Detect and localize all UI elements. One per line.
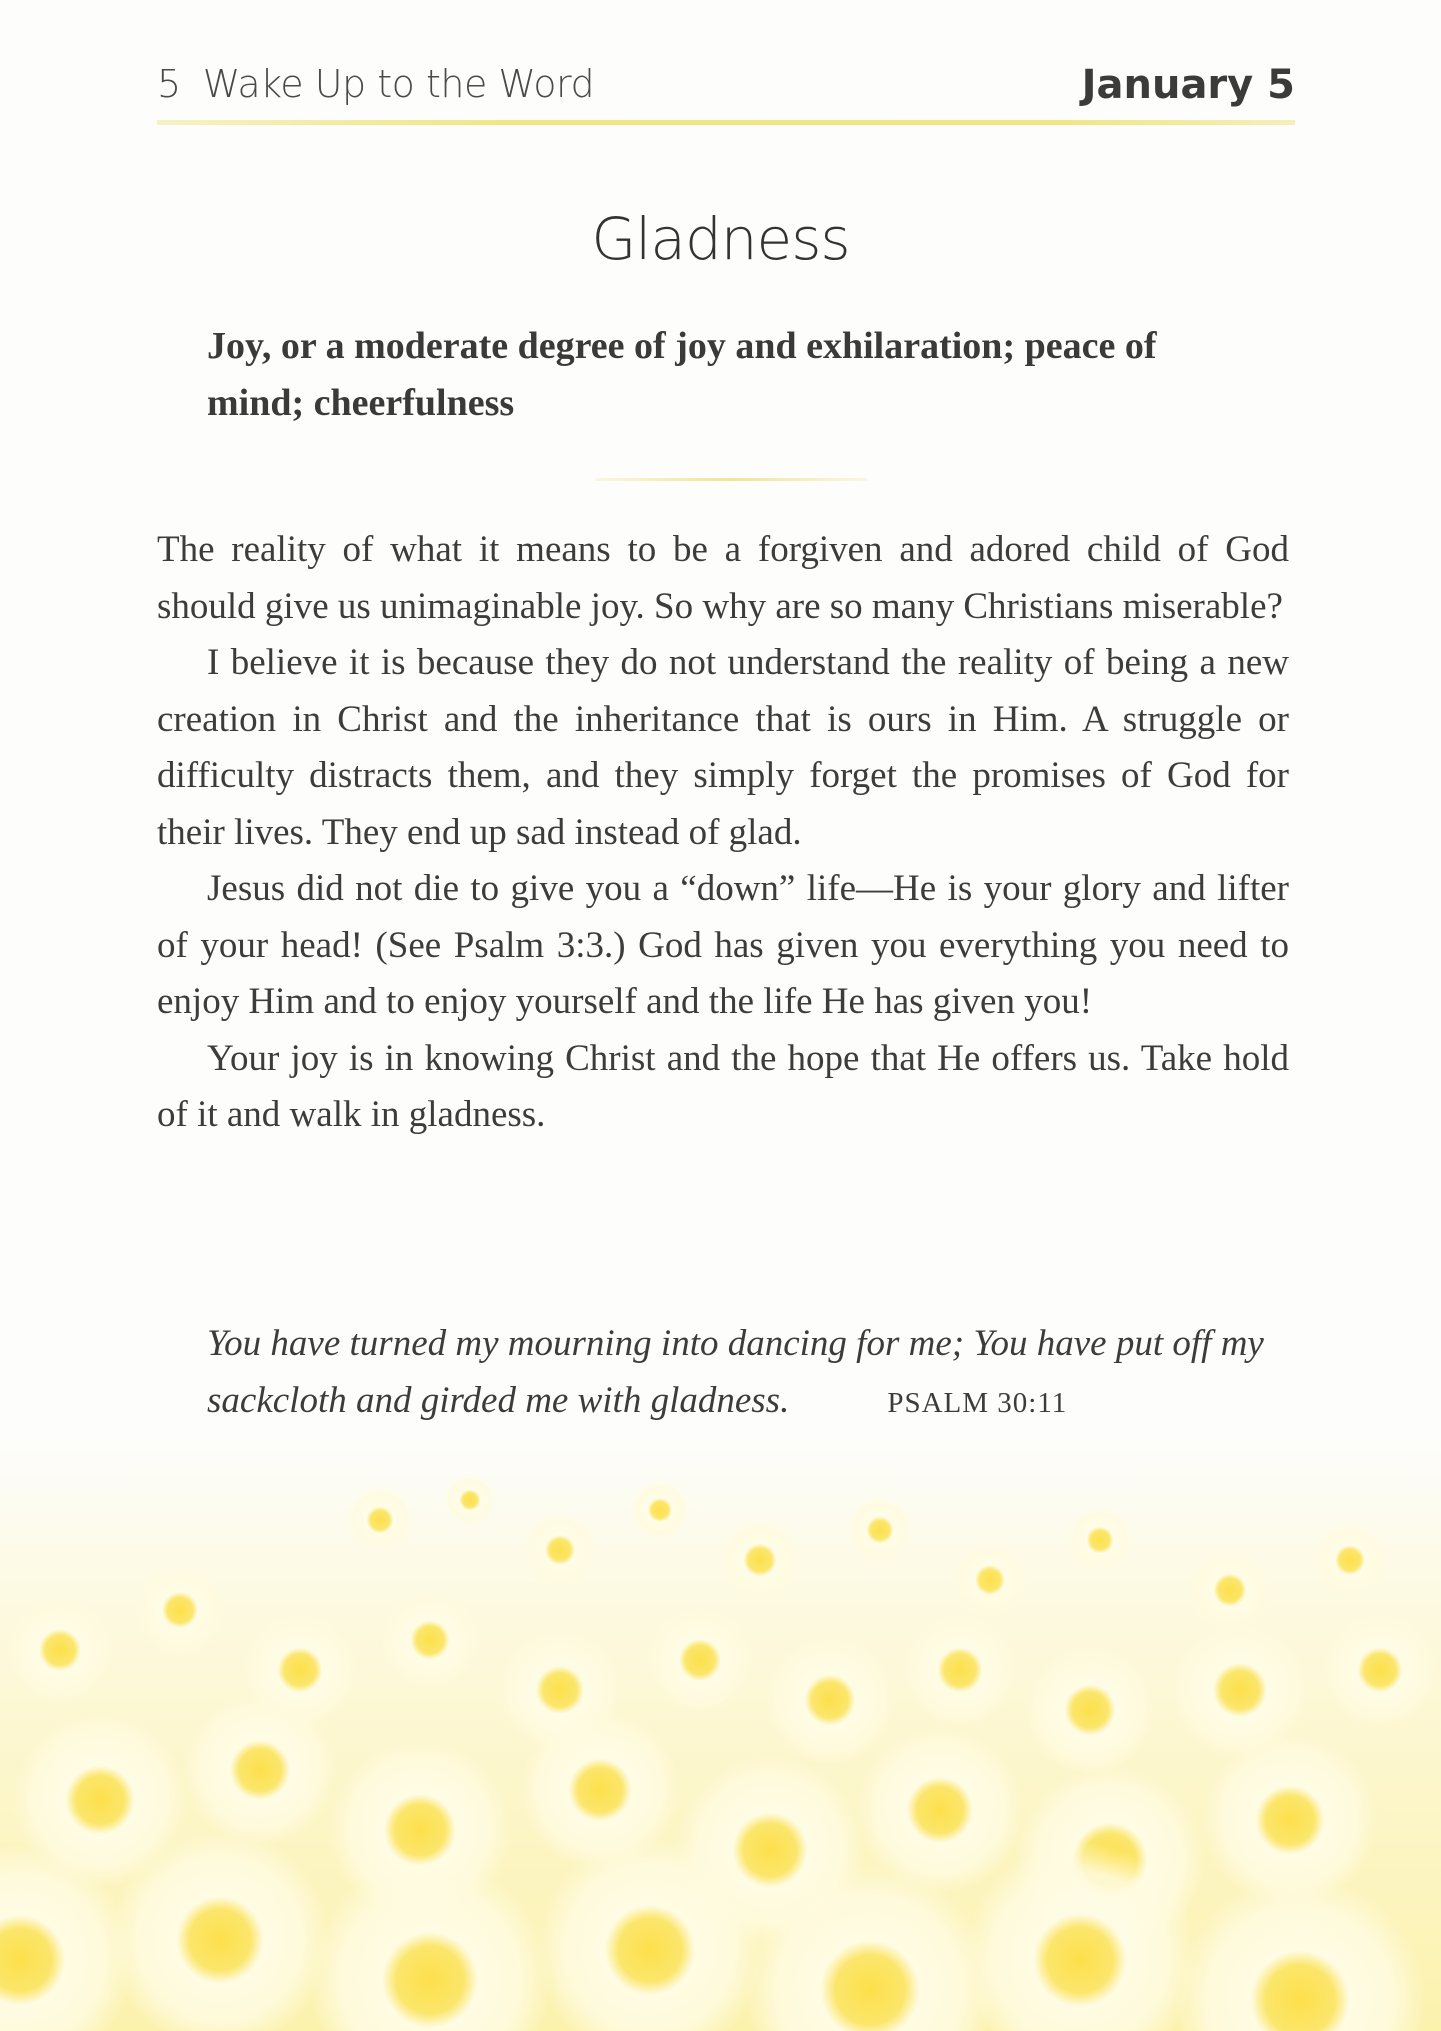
daisy-center (938, 1648, 983, 1693)
daisy-center (384, 1794, 456, 1866)
daisy-center (1256, 1786, 1325, 1855)
daisy-center (867, 1517, 894, 1544)
word-definition: Joy, or a moderate degree of joy and exhilaration; peace of mind; cheerfulness (207, 325, 1157, 424)
daisy-center (1358, 1648, 1403, 1693)
paragraph: Your joy is in knowing Christ and the hope that He offers us. Take hold of it and walk in gladness. (157, 1037, 1289, 1135)
paragraph: The reality of what it means to be a forgiven and adored child of God should give us unimaginable joy. So why are so many Christians miserable? (157, 529, 1289, 627)
daisy-center (411, 1621, 450, 1660)
header-left (157, 62, 594, 106)
daisy-center (1065, 1685, 1116, 1736)
daisy-center (1335, 1545, 1365, 1575)
daisy-center (805, 1675, 856, 1726)
daisy-center (907, 1777, 973, 1843)
daisy-center (1034, 1914, 1127, 2007)
daisy-center (744, 1544, 777, 1577)
daisy-center (733, 1813, 808, 1888)
daisy-center (545, 1535, 575, 1565)
daisy-center (66, 1766, 135, 1835)
daisy-center (39, 1629, 81, 1671)
daisy-center (382, 1932, 478, 2028)
daisy-center (536, 1666, 584, 1714)
devotional-body (157, 522, 1289, 1144)
daisy-center (569, 1759, 632, 1822)
daisy-center (367, 1507, 394, 1534)
entry-title: Gladness (591, 205, 850, 273)
daisy-center (605, 1905, 695, 1995)
book-title: Wake Up to the Word (202, 62, 595, 106)
scripture-quote (207, 1315, 1267, 1432)
header-rule (157, 120, 1295, 125)
daisy-center (1213, 1663, 1267, 1717)
daisy-center (162, 1592, 198, 1628)
scripture-reference: PSALM 30:11 (887, 1387, 1068, 1419)
daisy-center (648, 1498, 672, 1522)
daisy-center (975, 1565, 1005, 1595)
daisy-center (679, 1639, 721, 1681)
paragraph: I believe it is because they do not understand the reality of being a new creation in Christ and the inheritance that is ours in Him. A struggle or difficulty distracts them, and they simply forget the promises of God for their lives. They end up sad instead of glad. (157, 642, 1289, 853)
scripture-text: You have turned my mourning into dancing for me; You have put off my sackcloth and girded me with gladness. (207, 1323, 1264, 1421)
daisy-center (460, 1490, 481, 1511)
entry-date: January 5 (1081, 62, 1295, 108)
daisy-field-icon (0, 1440, 1441, 2031)
section-divider (595, 478, 867, 481)
running-header (157, 62, 1295, 122)
daisy-center (278, 1648, 323, 1693)
paragraph: Jesus did not die to give you a “down” life—He is your glory and lifter of your head! (See Psalm 3:3.) God has given you everything you need to enjoy Him and to enjoy yourself and the life He has given you! (157, 868, 1289, 1022)
daisy-center (1214, 1574, 1247, 1607)
page-number: 5 (157, 62, 181, 106)
daisy-center (177, 1897, 264, 1984)
daisy-center (1087, 1527, 1114, 1554)
daisy-center (230, 1740, 290, 1800)
